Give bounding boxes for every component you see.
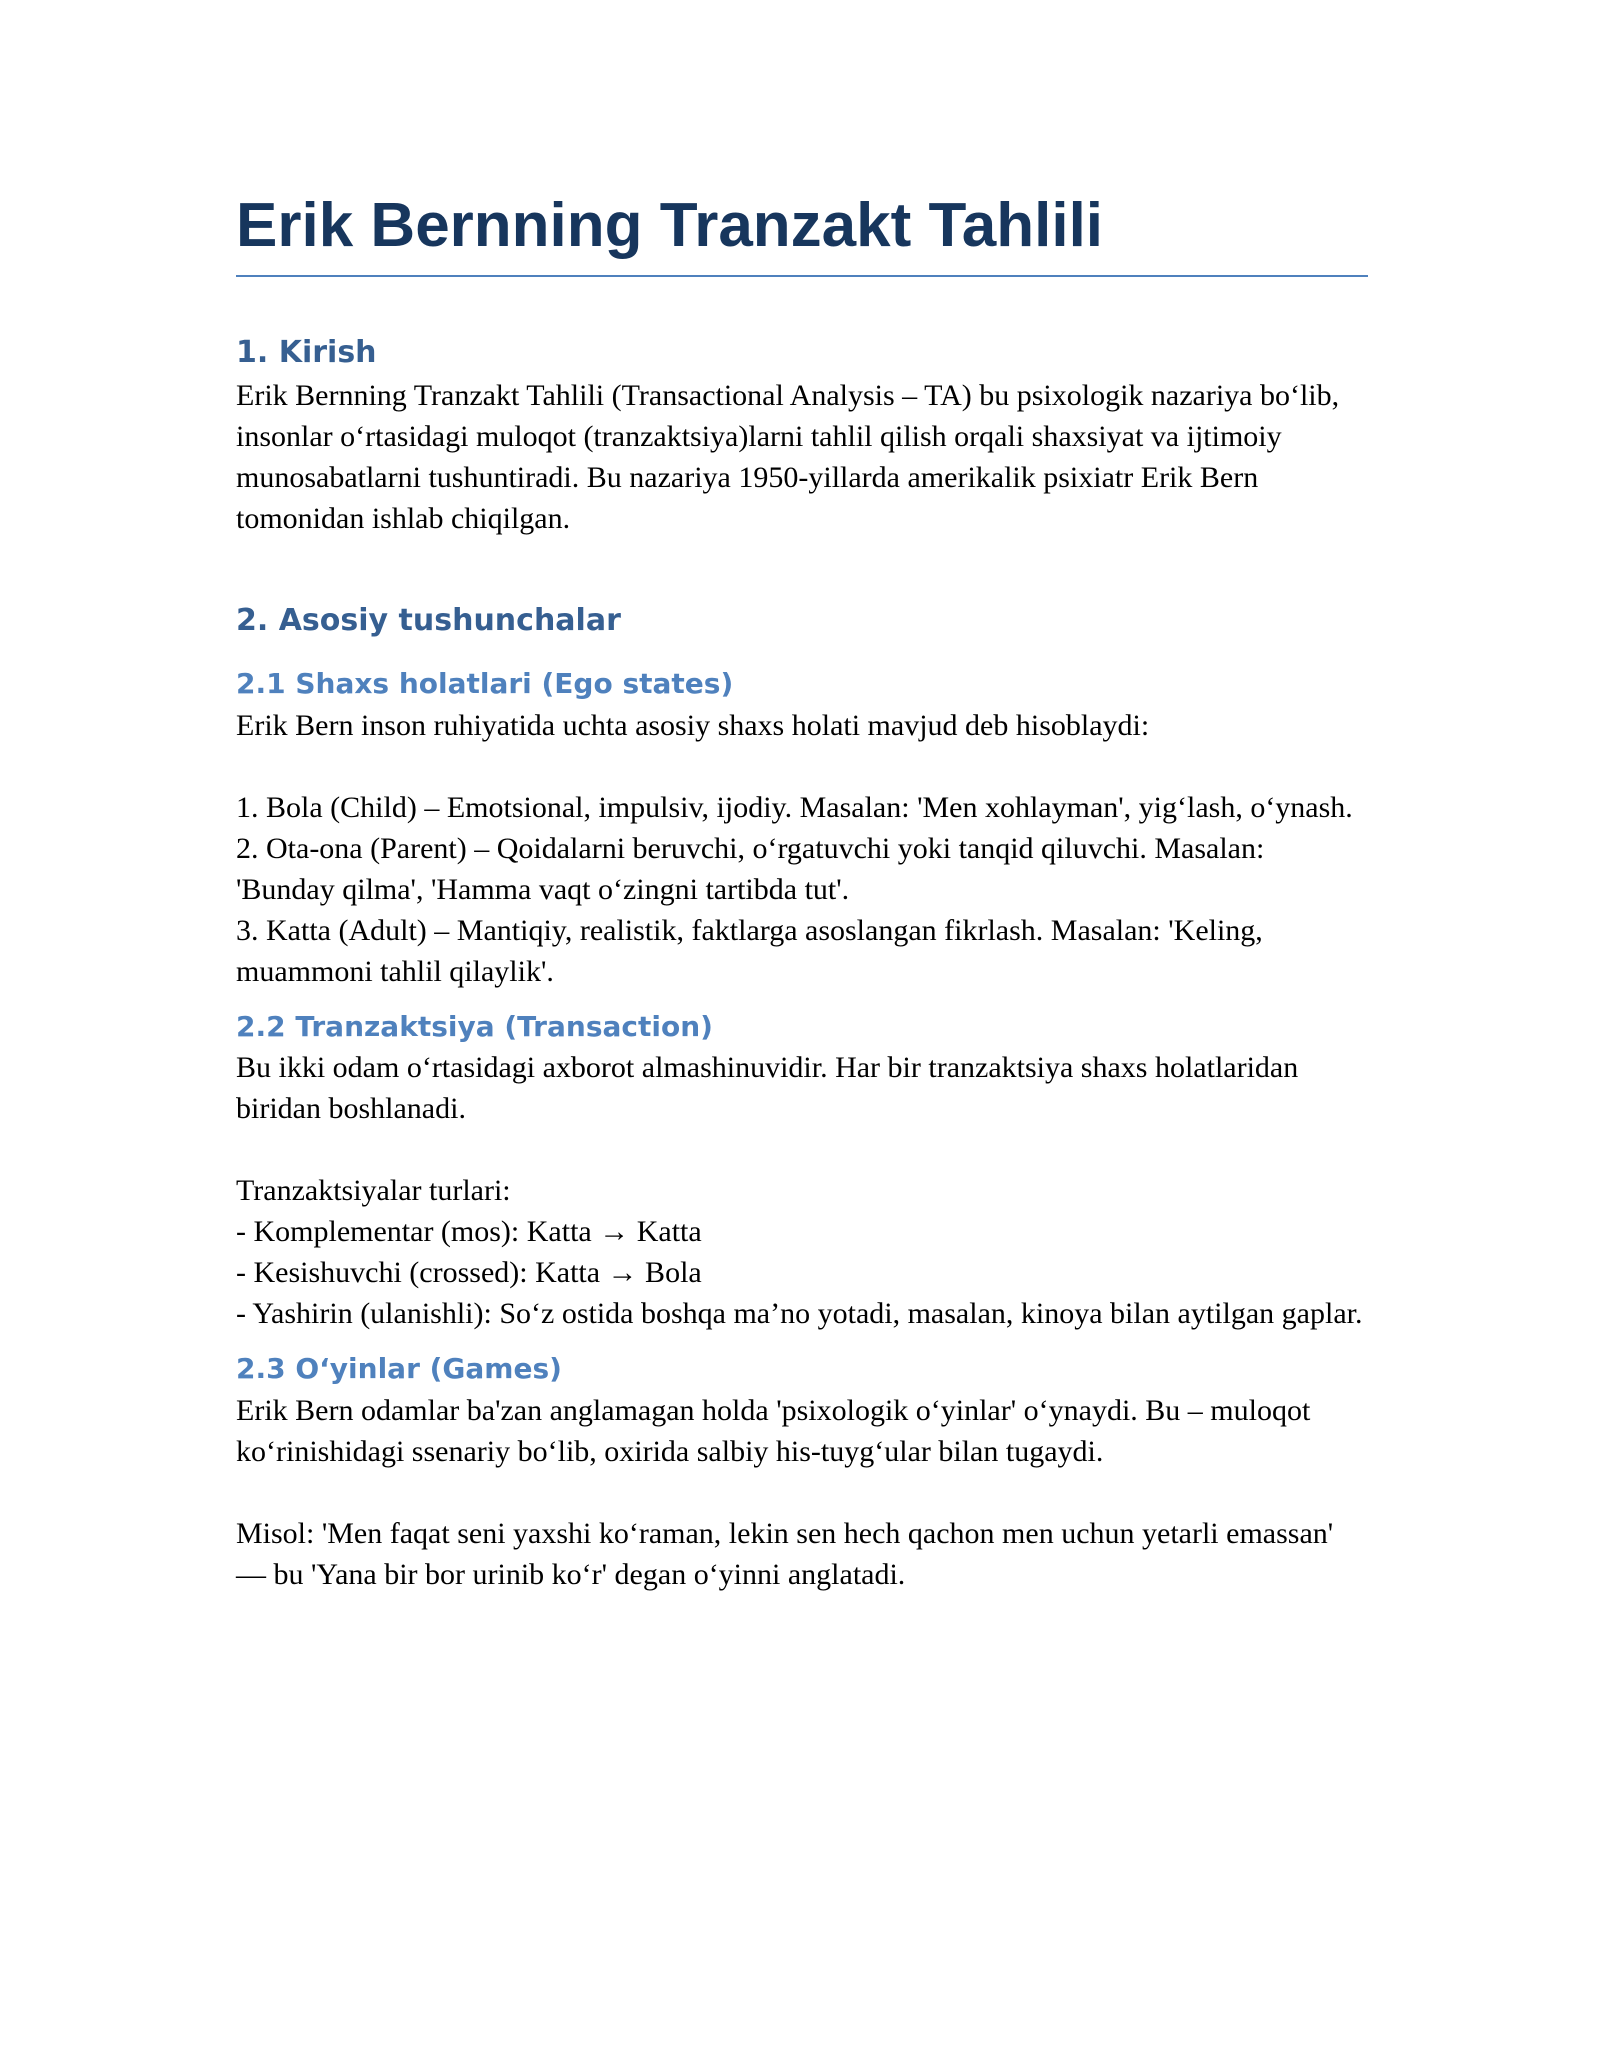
document-title: Erik Bernning Tranzakt Tahlili	[236, 190, 1368, 277]
paragraph-games: Erik Bern odamlar ba'zan anglamagan holda 'psixologik o‘yinlar' o‘ynaydi. Bu – muloqot ko‘rinishidagi ssenariy bo‘lib, oxirida salbiy his-tuyg‘ular bilan tugaydi.	[236, 1394, 1311, 1469]
heading-transaction: 2.2 Tranzaktsiya (Transaction)	[236, 1009, 713, 1043]
paragraph-kirish: Erik Bernning Tranzakt Tahlili (Transactional Analysis – TA) bu psixologik nazariya bo‘lib, insonlar o‘rtasidagi muloqot (tranzaktsiya)larni tahlil qilish orqali shaxsiyat va ijtimoiy munosabatlarni tushuntiradi. Bu nazariya 1950-yillarda amerikalik psixiatr Erik Bern tomonidan ishlab chiqilgan.	[236, 379, 1340, 536]
subsection-games	[236, 1352, 1368, 1595]
heading-kirish: 1. Kirish	[236, 335, 377, 371]
document-page	[236, 190, 1368, 1595]
paragraph-ego-intro: Erik Bern inson ruhiyatida uchta asosiy shaxs holati mavjud deb hisoblaydi:	[236, 708, 1150, 742]
heading-games: 2.3 O‘yinlar (Games)	[236, 1352, 562, 1386]
list-item: - Komplementar (mos): Katta → Katta	[236, 1215, 702, 1249]
subsection-transaction	[236, 1010, 1368, 1335]
heading-asosiy: 2. Asosiy tushunchalar	[236, 603, 621, 639]
heading-ego-states: 2.1 Shaxs holatlari (Ego states)	[236, 667, 734, 701]
section-kirish	[236, 335, 1368, 539]
transaction-types-label: Tranzaktsiyalar turlari:	[236, 1174, 511, 1208]
list-item: 2. Ota-ona (Parent) – Qoidalarni beruvchi, o‘rgatuvchi yoki tanqid qiluvchi. Masalan: 'Bunday qilma', 'Hamma vaqt o‘zingni tartibda tut'.	[236, 831, 1265, 906]
paragraph-games-example: Misol: 'Men faqat seni yaxshi ko‘raman, lekin sen hech qachon men uchun yetarli emassan' — bu 'Yana bir bor urinib ko‘r' degan o‘yinni anglatadi.	[236, 1517, 1334, 1592]
subsection-ego-states	[236, 667, 1368, 992]
list-item: - Yashirin (ulanishli): So‘z ostida boshqa ma’no yotadi, masalan, kinoya bilan aytilgan gaplar.	[236, 1297, 1363, 1331]
paragraph-transaction: Bu ikki odam o‘rtasidagi axborot almashinuvidir. Har bir tranzaktsiya shaxs holatlaridan biridan boshlanadi.	[236, 1051, 1299, 1126]
list-item: 1. Bola (Child) – Emotsional, impulsiv, ijodiy. Masalan: 'Men xohlayman', yig‘lash, o‘ynash.	[236, 790, 1353, 824]
section-asosiy	[236, 603, 1368, 1595]
list-item: 3. Katta (Adult) – Mantiqiy, realistik, faktlarga asoslangan fikrlash. Masalan: 'Keling, muammoni tahlil qilaylik'.	[236, 913, 1263, 988]
list-item: - Kesishuvchi (crossed): Katta → Bola	[236, 1256, 702, 1290]
